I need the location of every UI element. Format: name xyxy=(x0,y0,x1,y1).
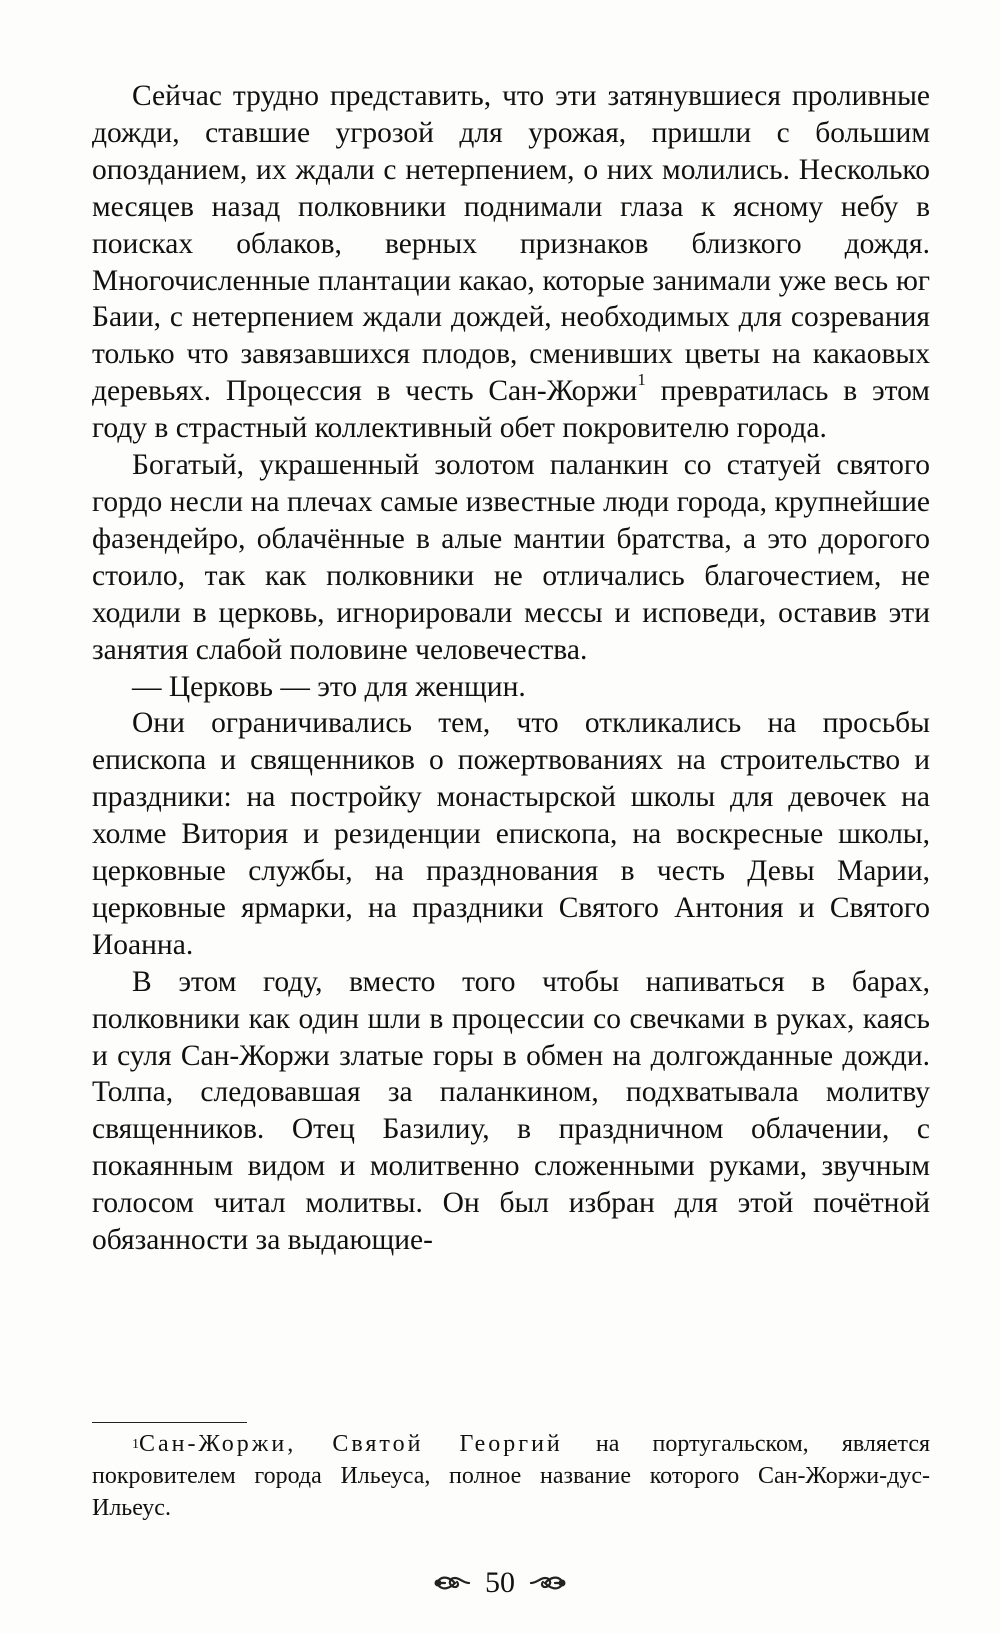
floral-ornament-icon xyxy=(433,1568,473,1598)
main-text xyxy=(92,78,930,1259)
page-folio xyxy=(0,1563,1000,1603)
footnote-term: Сан-Жоржи, Святой Георгий xyxy=(139,1431,563,1457)
dialogue-line: — Церковь — это для женщин. xyxy=(132,670,526,703)
footnote-text: на португальском, является покровителем города Ильеуса, полное название которого Сан-Жоржи-дус-Ильеус. xyxy=(92,1431,931,1521)
paragraph-2: Богатый, украшенный золотом паланкин со статуей святого гордо несли на плечах самые известные люди города, крупнейшие фазендейро, облачённые в алые мантии братства, а это дорогого стоило, так как полковники не отличались благочестием, не ходили в церковь, игнорировали мессы и исповеди, оставив эти занятия слабой половине человечества. xyxy=(92,449,930,666)
paragraph-5: В этом году, вместо того чтобы напиваться в барах, полковники как один шли в процессии со свечками в руках, каясь и суля Сан-Жоржи златые горы в обмен на долгожданные дожди. Толпа, следовавшая за паланкином, подхватывала молитву священников. Отец Базилиу, в праздничном облачении, с покаянным видом и молитвенно сложенными руками, звучным голосом читал молитвы. Он был избран для этой почётной обязанности за выдающие- xyxy=(92,965,930,1257)
floral-ornament-icon xyxy=(527,1568,567,1598)
footnote-mark: 1 xyxy=(132,1437,139,1452)
page-number: 50 xyxy=(485,1566,515,1599)
paragraph-text-continued: превратилась в этом году в страстный коллективный обет покровителю города. xyxy=(92,375,930,445)
footnote xyxy=(92,1428,930,1524)
footnote-reference[interactable]: 1 xyxy=(637,370,646,390)
paragraph-4: Они ограничивались тем, что откликались на просьбы епископа и священников о пожертвованиях на строительство и праздники: на постройку монастырской школы для девочек на холме Витория и резиденции епископа, на воскресные школы, церковные службы, на празднования в честь Девы Марии, церковные ярмарки, на праздники Святого Антония и Святого Иоанна. xyxy=(92,707,930,961)
footnote-divider xyxy=(92,1422,247,1423)
paragraph-text: Сейчас трудно представить, что эти затянувшиеся проливные дожди, ставшие угрозой для урожая, пришли с большим опозданием, их ждали с нетерпением, о них молились. Несколько месяцев назад полковники поднимали глаза к ясному небу в поисках облаков, верных признаков близкого дождя. Многочисленные плантации какао, которые занимали уже весь юг Баии, с нетерпением ждали дождей, необходимых для созревания только что завязавшихся плодов, сменивших цветы на какаовых деревьях. Процессия в честь Сан-Жоржи xyxy=(92,80,930,408)
paragraph-1 xyxy=(92,78,930,447)
